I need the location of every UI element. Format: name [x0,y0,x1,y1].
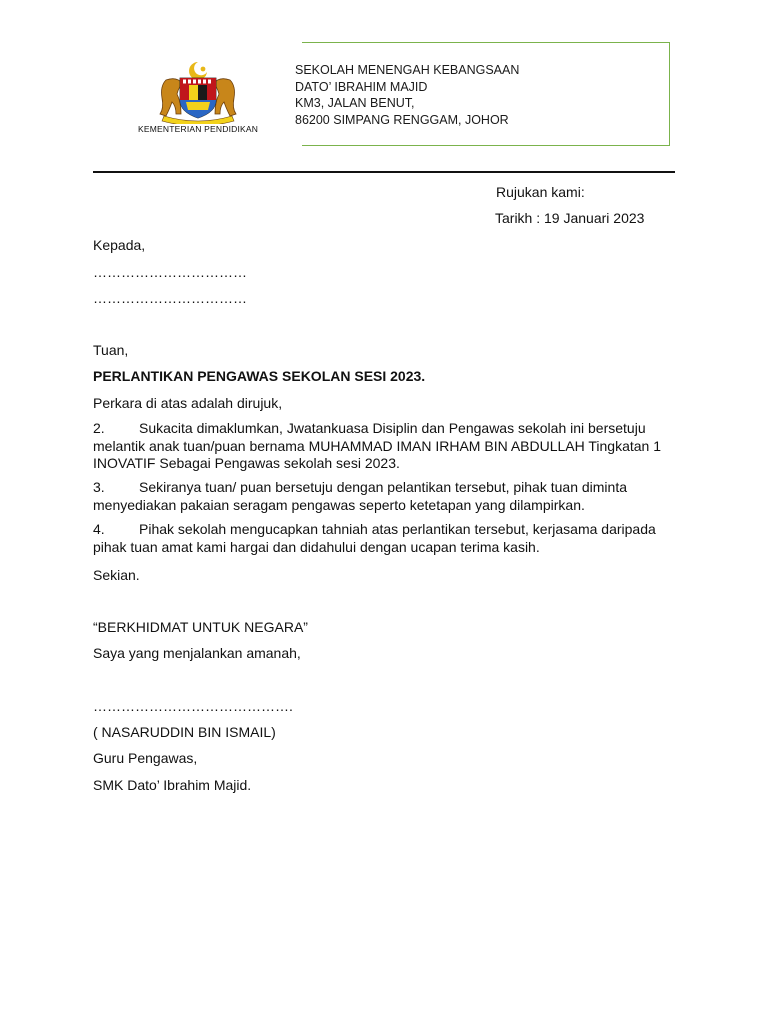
signatory-school: SMK Dato’ Ibrahim Majid. [93,777,252,793]
signatory-title: Guru Pengawas, [93,750,198,766]
recipient-salutation: Kepada, [93,237,146,253]
greeting: Tuan, [93,342,129,358]
motto: “BERKHIDMAT UNTUK NEGARA” [93,619,308,635]
paragraph-4 [93,521,683,556]
school-line-4: 86200 SIMPANG RENGGAM, JOHOR [295,113,509,128]
reference-label: Rujukan kami: [496,184,585,200]
trust-line: Saya yang menjalankan amanah, [93,645,301,661]
school-address [295,62,519,129]
header-rule [93,171,675,173]
closing: Sekian. [93,567,140,583]
paragraph-text: Sekiranya tuan/ puan bersetuju dengan pelantikan tersebut, pihak tuan diminta menyediakan pakaian seragam pengawas seperto ketetapan yang dilampirkan. [93,479,628,513]
paragraph-number: 3. [93,479,105,495]
paragraph-2 [93,420,683,473]
letter-subject: PERLANTIKAN PENGAWAS SEKOLAN SESI 2023. [93,368,426,384]
paragraph-text: Pihak sekolah mengucapkan tahniah atas perlantikan tersebut, kerjasama daripada pihak tuan amat kami hargai dan didahului dengan ucapan terima kasih. [93,521,656,555]
letter-intro: Perkara di atas adalah dirujuk, [93,395,283,411]
school-line-2: DATO’ IBRAHIM MAJID [295,79,428,94]
coat-of-arms-icon [128,58,268,124]
paragraph-text: Sukacita dimaklumkan, Jwatankuasa Disiplin dan Pengawas sekolah ini bersetuju melantik anak tuan/puan bernama MUHAMMAD IMAN IRHAM BIN ABDULLAH Tingkatan 1 INOVATIF Sebagai Pengawas sekolah sesi 2023. [93,420,662,471]
recipient-line-2: …………………………… [93,290,247,306]
school-line-1: SEKOLAH MENENGAH KEBANGSAAN [295,63,520,77]
paragraph-3 [93,479,683,514]
ministry-caption: KEMENTERIAN PENDIDIKAN [138,124,259,134]
recipient-line-1: …………………………… [93,264,247,280]
letterhead-crest [128,58,268,138]
signatory-name: ( NASARUDDIN BIN ISMAIL) [93,724,276,740]
letter-date: Tarikh : 19 Januari 2023 [495,210,645,226]
signature-line: ……………………………………. [93,698,293,714]
school-line-3: KM3, JALAN BENUT, [295,96,415,111]
paragraph-number: 2. [93,420,105,436]
paragraph-number: 4. [93,521,105,537]
